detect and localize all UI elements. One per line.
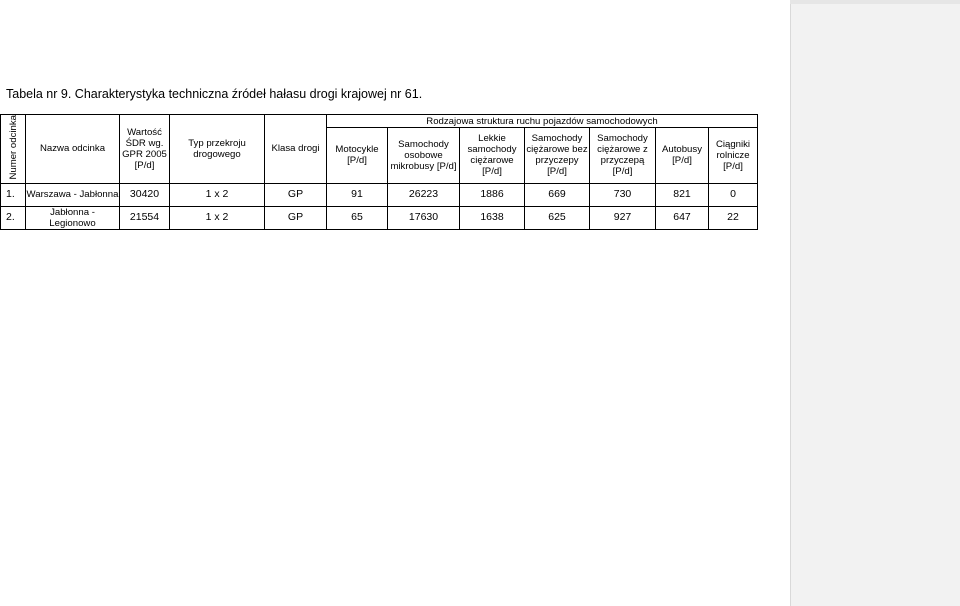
cell-ciagniki: 0 xyxy=(709,183,758,206)
header-motocykle: Motocykle [P/d] xyxy=(327,128,388,183)
cell-nazwa: Warszawa - Jabłonna xyxy=(26,183,120,206)
cell-lekkie: 1886 xyxy=(460,183,525,206)
cell-bez-przyczepy: 669 xyxy=(525,183,590,206)
cell-klasa: GP xyxy=(265,206,327,229)
cell-osobowe: 17630 xyxy=(388,206,460,229)
cell-ciagniki: 22 xyxy=(709,206,758,229)
header-osobowe: Samochody osobowe mikrobusy [P/d] xyxy=(388,128,460,183)
cell-typ: 1 x 2 xyxy=(170,206,265,229)
header-group: Rodzajowa struktura ruchu pojazdów samochodowych xyxy=(327,115,758,128)
cell-nr: 1. xyxy=(1,183,26,206)
cell-klasa: GP xyxy=(265,183,327,206)
header-typ: Typ przekroju drogowego xyxy=(170,115,265,184)
table-row xyxy=(1,206,758,229)
header-lekkie: Lekkie samochody ciężarowe [P/d] xyxy=(460,128,525,183)
header-autobusy: Autobusy [P/d] xyxy=(656,128,709,183)
cell-motocykle: 65 xyxy=(327,206,388,229)
header-bez-przyczepy: Samochody ciężarowe bez przyczepy [P/d] xyxy=(525,128,590,183)
side-panel xyxy=(790,0,960,606)
cell-sdr: 30420 xyxy=(120,183,170,206)
header-ciagniki: Ciągniki rolnicze [P/d] xyxy=(709,128,758,183)
header-nazwa: Nazwa odcinka xyxy=(26,115,120,184)
cell-autobusy: 821 xyxy=(656,183,709,206)
cell-osobowe: 26223 xyxy=(388,183,460,206)
cell-motocykle: 91 xyxy=(327,183,388,206)
header-klasa: Klasa drogi xyxy=(265,115,327,184)
cell-bez-przyczepy: 625 xyxy=(525,206,590,229)
header-z-przyczepa: Samochody ciężarowe z przyczepą [P/d] xyxy=(590,128,656,183)
table-row xyxy=(1,183,758,206)
side-panel-top-strip xyxy=(790,0,960,4)
table-caption: Tabela nr 9. Charakterystyka techniczna źródeł hałasu drogi krajowej nr 61. xyxy=(6,87,423,101)
header-wartosc: Wartość ŚDR wg. GPR 2005 [P/d] xyxy=(120,115,170,184)
cell-lekkie: 1638 xyxy=(460,206,525,229)
cell-autobusy: 647 xyxy=(656,206,709,229)
cell-z-przyczepa: 730 xyxy=(590,183,656,206)
cell-nr: 2. xyxy=(1,206,26,229)
header-numer: Numer odcinka xyxy=(1,115,26,184)
cell-typ: 1 x 2 xyxy=(170,183,265,206)
header-row-1 xyxy=(1,115,758,128)
cell-sdr: 21554 xyxy=(120,206,170,229)
noise-sources-table xyxy=(0,114,758,230)
cell-z-przyczepa: 927 xyxy=(590,206,656,229)
cell-nazwa: Jabłonna - Legionowo xyxy=(26,206,120,229)
